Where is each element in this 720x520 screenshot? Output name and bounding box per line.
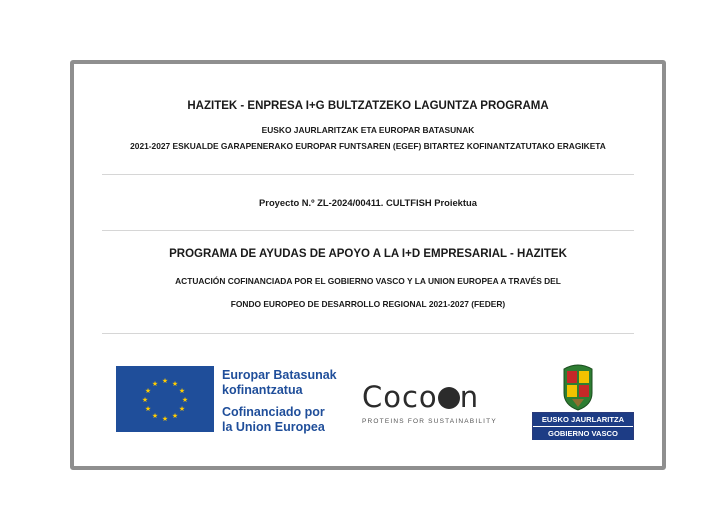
program-title-eu: HAZITEK - ENPRESA I+G BULTZATZEKO LAGUNTZA PROGRAMA <box>187 100 549 112</box>
project-number: Proyecto N.º ZL-2024/00411. CULTFISH Proiektua <box>259 197 477 208</box>
svg-text:★: ★ <box>151 412 159 420</box>
eu-text-line: Europar Batasunak <box>222 368 337 382</box>
cocoon-dot-icon <box>438 387 460 409</box>
svg-text:★: ★ <box>144 387 152 395</box>
svg-text:★: ★ <box>151 380 159 388</box>
cocoon-logo <box>362 380 512 425</box>
divider <box>102 230 634 231</box>
cocoon-wordmark: Coco n <box>362 380 480 414</box>
svg-text:★: ★ <box>178 387 186 395</box>
basque-government-crest-icon <box>558 361 598 411</box>
divider <box>102 174 634 175</box>
svg-text:★: ★ <box>161 415 169 423</box>
basque-government-logo <box>532 412 634 440</box>
eu-text-line: la Union Europea <box>222 419 325 434</box>
basque-government-name-es: GOBIERNO VASCO <box>533 426 633 440</box>
svg-text:★: ★ <box>171 380 179 388</box>
svg-text:★: ★ <box>171 412 179 420</box>
eu-flag-icon <box>116 366 214 432</box>
program-subtitle-eu-2: 2021-2027 ESKUALDE GARAPENERAKO EUROPAR FUNTSAREN (EGEF) BITARTEZ KOFINANTZATUTAKO ERAGIKETA <box>130 141 606 151</box>
eu-text-line: kofinantzatua <box>222 382 303 397</box>
divider <box>102 333 634 334</box>
eu-text-line: Cofinanciado por <box>222 405 325 419</box>
funding-notice-card <box>70 60 666 470</box>
svg-text:★: ★ <box>161 377 169 385</box>
basque-government-name-eu: EUSKO JAURLARITZA <box>533 413 633 426</box>
svg-text:★: ★ <box>178 405 186 413</box>
svg-text:★: ★ <box>144 405 152 413</box>
program-subtitle-eu-1: EUSKO JAURLARITZAK ETA EUROPAR BATASUNAK <box>261 125 475 135</box>
program-title-es: PROGRAMA DE AYUDAS DE APOYO A LA I+D EMPRESARIAL - HAZITEK <box>169 248 567 260</box>
program-description-es-2: FONDO EUROPEO DE DESARROLLO REGIONAL 2021-2027 (FEDER) <box>230 299 506 309</box>
cocoon-tagline: PROTEINS FOR SUSTAINABILITY <box>362 418 497 425</box>
svg-text:★: ★ <box>181 396 189 404</box>
program-description-es-1: ACTUACIÓN COFINANCIADA POR EL GOBIERNO VASCO Y LA UNION EUROPEA A TRAVÉS DEL <box>175 276 561 286</box>
svg-text:★: ★ <box>141 396 149 404</box>
eu-cofinancing-text <box>222 368 337 434</box>
